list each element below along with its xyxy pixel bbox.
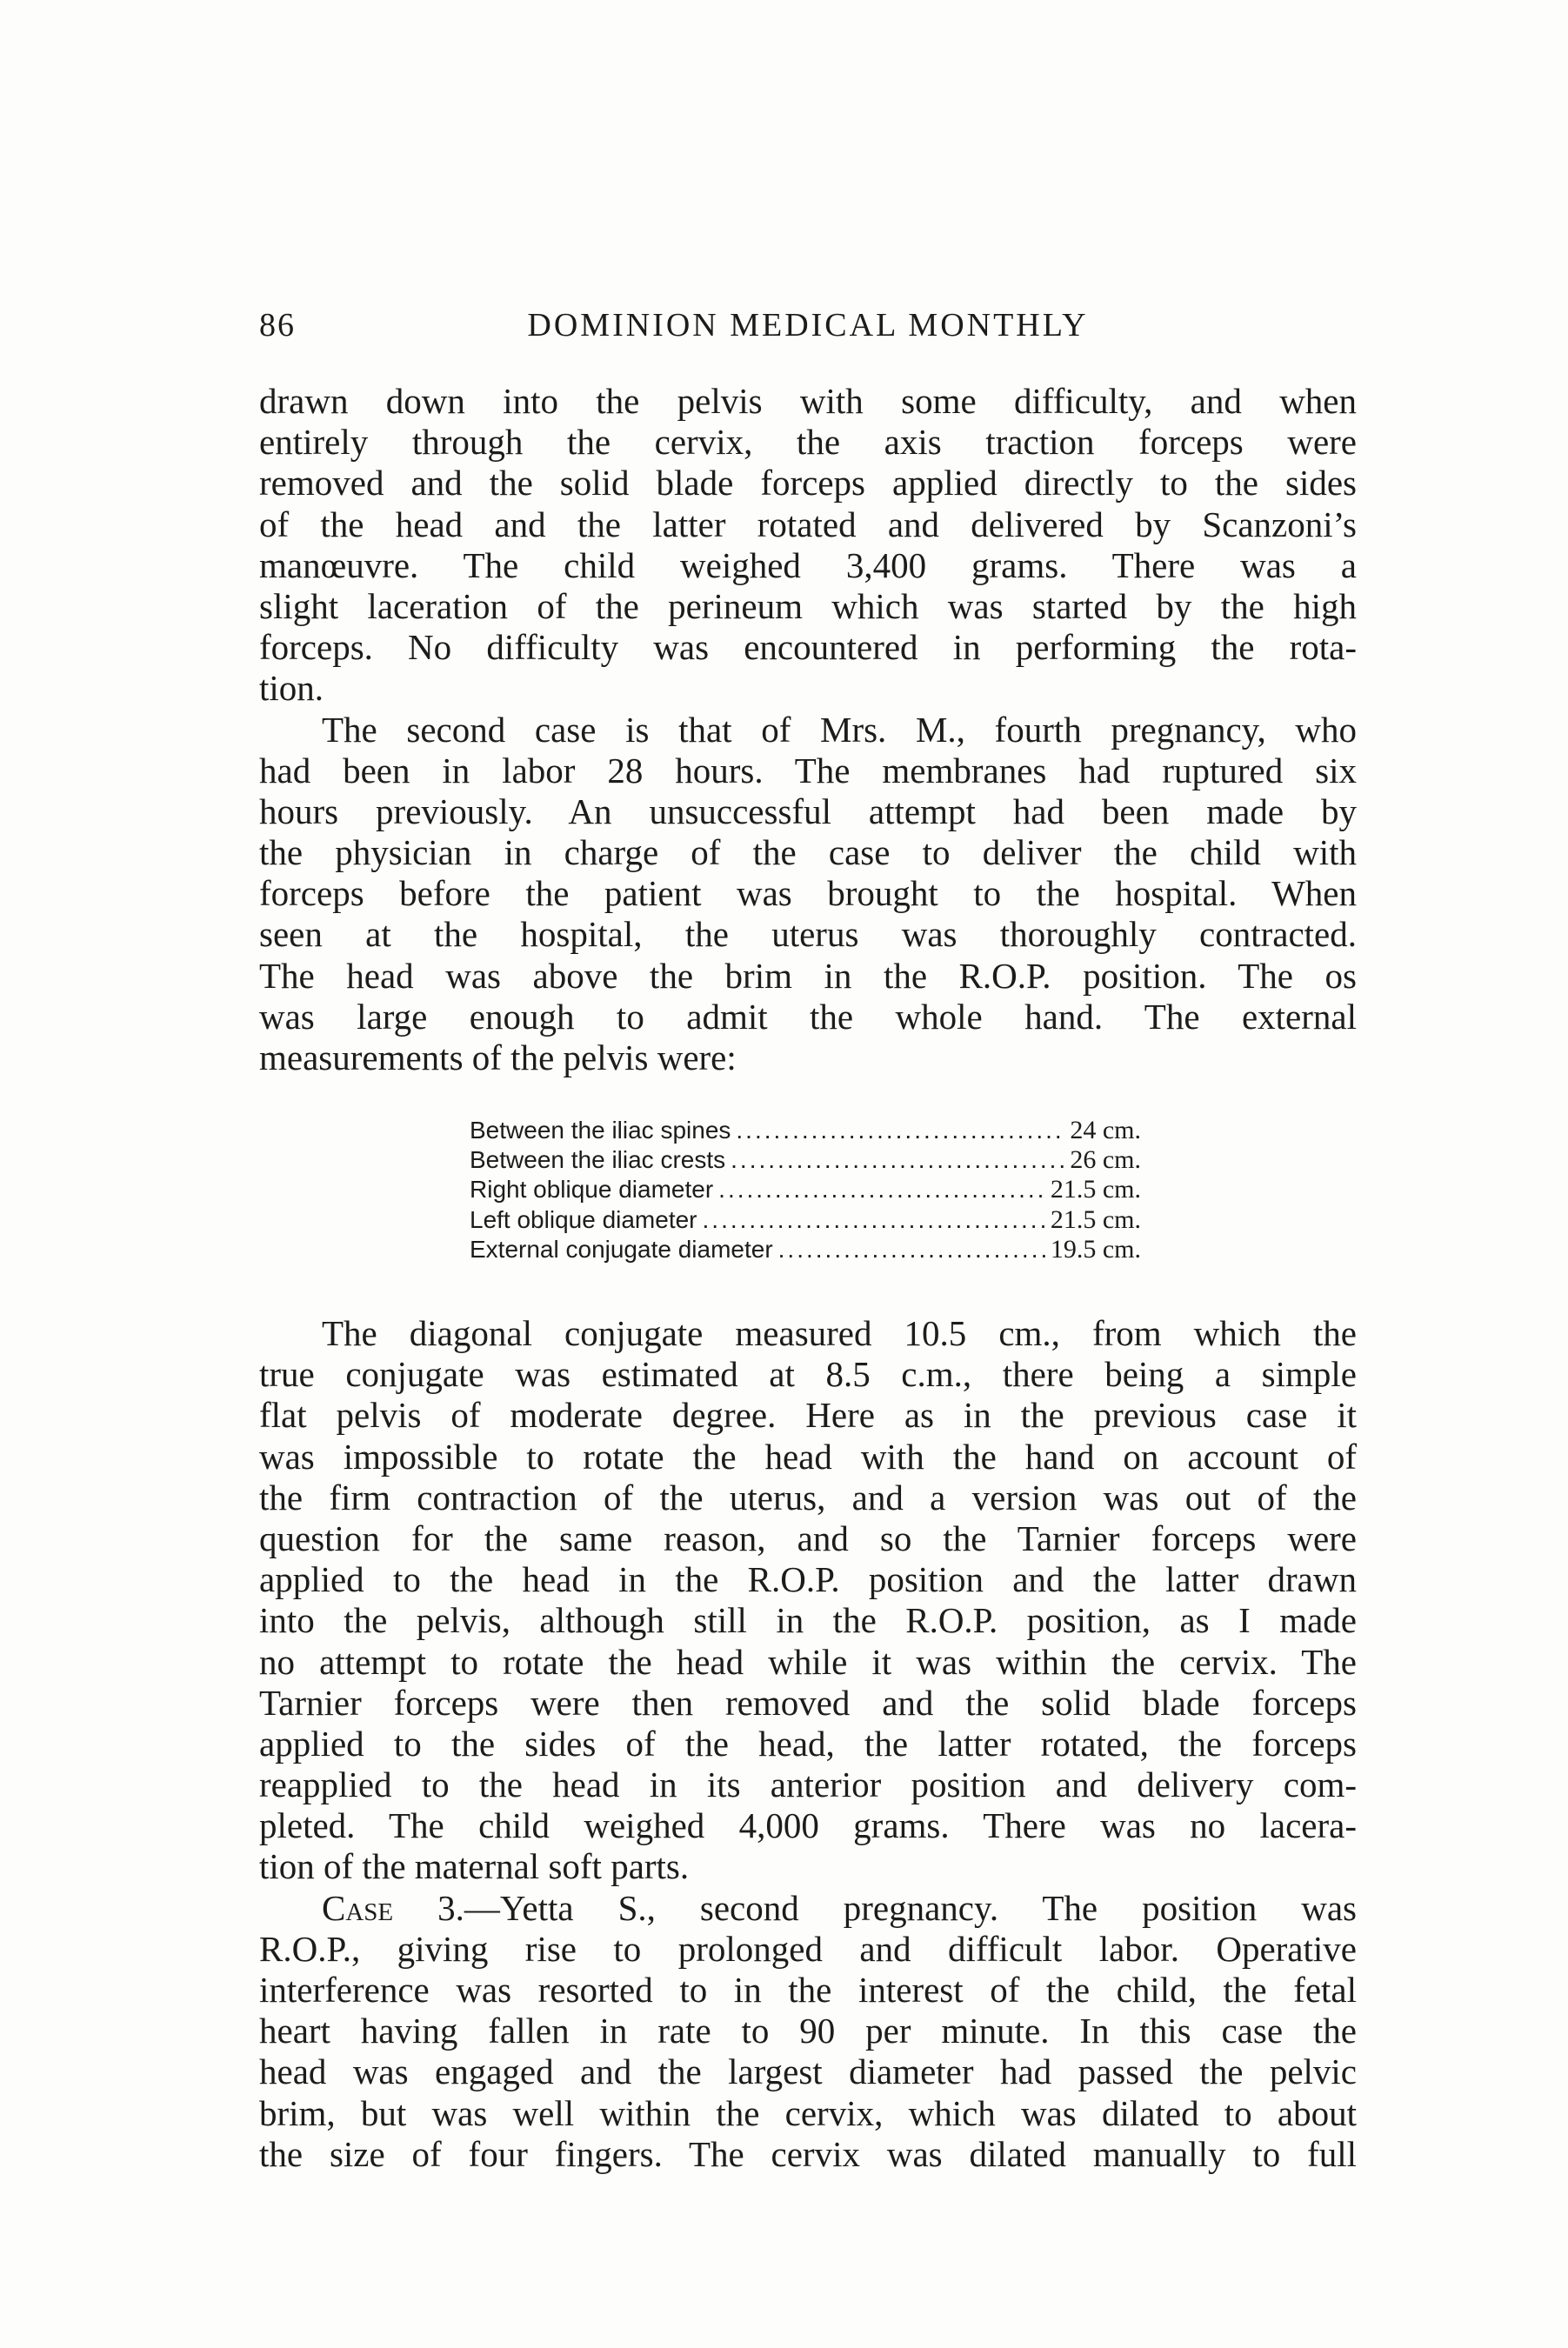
measurement-row — [470, 1145, 1141, 1175]
measurement-row — [470, 1116, 1141, 1145]
text-line: reapplied to the head in its anterior position and delivery com- — [259, 1764, 1357, 1805]
measurement-row — [470, 1175, 1141, 1204]
case-line-text: 3.—Yetta S., second pregnancy. The position was — [437, 1887, 1358, 1928]
text-line: applied to the head in the R.O.P. position and the latter drawn — [259, 1559, 1357, 1600]
text-line: measurements of the pelvis were: — [259, 1037, 737, 1077]
text-line: was large enough to admit the whole hand. The external — [259, 996, 1357, 1037]
measurement-value: 24 cm. — [1070, 1116, 1141, 1144]
text-line: The diagonal conjugate measured 10.5 cm., from which the — [322, 1313, 1357, 1353]
pelvis-measurements-table — [470, 1116, 1141, 1264]
text-line: into the pelvis, although still in the R.O.P. position, as I made — [259, 1600, 1357, 1641]
text-line: Tarnier forceps were then removed and the solid blade forceps — [259, 1682, 1357, 1723]
measurement-row — [470, 1235, 1141, 1264]
text-line: the firm contraction of the uterus, and a version was out of the — [259, 1477, 1357, 1518]
dot-leader — [736, 1116, 1064, 1145]
text-line: flat pelvis of moderate degree. Here as in the previous case it — [259, 1395, 1357, 1436]
paragraph — [259, 710, 1357, 1079]
running-head: DOMINION MEDICAL MONTHLY — [527, 307, 1089, 344]
paragraph — [259, 1313, 1357, 1888]
measurement-label: Left oblique diameter — [470, 1205, 697, 1233]
text-line: true conjugate was estimated at 8.5 c.m., there being a simple — [259, 1354, 1357, 1395]
paragraph — [259, 381, 1357, 710]
text-line: pleted. The child weighed 4,000 grams. There was no lacera- — [259, 1805, 1357, 1846]
text-line: of the head and the latter rotated and delivered by Scanzoni’s — [259, 504, 1357, 544]
text-line: had been in labor 28 hours. The membranes had ruptured six — [259, 750, 1357, 790]
text-line: The second case is that of Mrs. M., fourth pregnancy, who — [322, 709, 1357, 750]
measurement-label: Between the iliac spines — [470, 1117, 731, 1144]
dot-leader — [718, 1175, 1045, 1204]
measurement-label: Between the iliac crests — [470, 1146, 726, 1174]
paragraph — [259, 1888, 1357, 2175]
text-line: slight laceration of the perineum which was started by the high — [259, 585, 1357, 626]
text-line: no attempt to rotate the head while it was within the cervix. The — [259, 1641, 1357, 1682]
text-line: tion. — [259, 668, 324, 709]
text-line: manœuvre. The child weighed 3,400 grams. There was a — [259, 544, 1357, 585]
measurement-label: External conjugate diameter — [470, 1235, 773, 1263]
text-line: applied to the sides of the head, the latter rotated, the forceps — [259, 1723, 1357, 1764]
measurement-label: Right oblique diameter — [470, 1176, 714, 1204]
text-line: tion of the maternal soft parts. — [259, 1846, 690, 1887]
text-line: heart having fallen in rate to 90 per minute. In this case the — [259, 2011, 1357, 2051]
text-line: brim, but was well within the cervix, which was dilated to about — [259, 2092, 1357, 2133]
text-line: forceps before the patient was brought to the hospital. When — [259, 873, 1357, 914]
text-line: seen at the hospital, the uterus was thoroughly contracted. — [259, 914, 1357, 955]
text-line: interference was resorted to in the interest of the child, the fetal — [259, 1970, 1357, 2010]
page-header — [259, 306, 1357, 350]
text-line: The head was above the brim in the R.O.P. position. The os — [259, 955, 1357, 996]
measurement-row — [470, 1205, 1141, 1235]
text-line: entirely through the cervix, the axis traction forceps were — [259, 422, 1357, 463]
text-line: forceps. No difficulty was encountered in performing the rota- — [259, 627, 1357, 668]
text-line: question for the same reason, and so the Tarnier forceps were — [259, 1518, 1357, 1558]
text-line: R.O.P., giving rise to prolonged and difficult labor. Operative — [259, 1928, 1357, 1969]
case-label: Case — [322, 1887, 394, 1928]
measurement-value: 26 cm. — [1070, 1145, 1141, 1175]
body-text-continued — [259, 1313, 1357, 2175]
text-line: hours previously. An unsuccessful attempt had been made by — [259, 790, 1357, 831]
body-text — [259, 381, 1357, 1078]
page-number: 86 — [259, 307, 296, 344]
text-line: head was engaged and the largest diameter had passed the pelvic — [259, 2051, 1357, 2092]
measurement-value: 21.5 cm. — [1050, 1175, 1141, 1204]
text-line: the physician in charge of the case to deliver the child with — [259, 832, 1357, 873]
measurement-value: 19.5 cm. — [1050, 1234, 1141, 1264]
text-line — [259, 1888, 1357, 1929]
dot-leader — [731, 1145, 1064, 1175]
measurement-value: 21.5 cm. — [1050, 1204, 1141, 1234]
text-line: drawn down into the pelvis with some difficulty, and when — [259, 381, 1357, 421]
text-line: was impossible to rotate the head with the hand on account of — [259, 1436, 1357, 1477]
text-line: removed and the solid blade forceps applied directly to the sides — [259, 463, 1357, 504]
text-line: the size of four fingers. The cervix was dilated manually to full — [259, 2133, 1357, 2174]
dot-leader — [778, 1235, 1045, 1264]
dot-leader — [703, 1205, 1045, 1235]
